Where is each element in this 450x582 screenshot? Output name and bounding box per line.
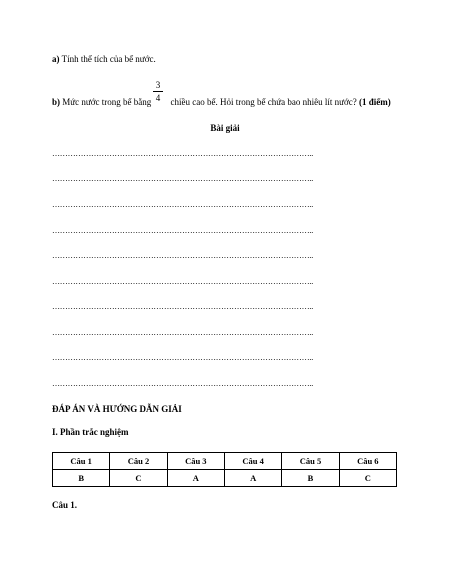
answer-table-header-cell: Câu 5 bbox=[282, 453, 339, 470]
question-b bbox=[52, 97, 391, 107]
answer-table-header-cell: Câu 4 bbox=[224, 453, 281, 470]
solution-title: Bài giải bbox=[210, 123, 240, 133]
answer-table-header-cell: Câu 6 bbox=[339, 453, 396, 470]
answer-table-header-cell: Câu 3 bbox=[167, 453, 224, 470]
dotted-line: ……………………………………………………………………………………….. bbox=[52, 379, 314, 388]
section-heading: I. Phần trắc nghiệm bbox=[52, 427, 129, 437]
answer-table-header-cell: Câu 2 bbox=[110, 453, 167, 470]
dotted-line: ……………………………………………………………………………………….. bbox=[52, 226, 314, 235]
dotted-line: ……………………………………………………………………………………….. bbox=[52, 277, 314, 286]
question-b-text-before: Mức nước trong bể bằng bbox=[60, 97, 152, 107]
answer-table-answer-cell: C bbox=[110, 470, 167, 487]
dotted-line: ……………………………………………………………………………………….. bbox=[52, 353, 314, 362]
dotted-line: ……………………………………………………………………………………….. bbox=[52, 302, 314, 311]
question1-heading: Câu 1. bbox=[52, 500, 78, 510]
question-a-text: Tính thể tích của bể nước. bbox=[59, 54, 156, 64]
answer-table-answer-cell: B bbox=[282, 470, 339, 487]
answer-table-answer-cell: B bbox=[53, 470, 110, 487]
answer-table-header-cell: Câu 1 bbox=[53, 453, 110, 470]
answer-heading: ĐÁP ÁN VÀ HƯỚNG DẪN GIẢI bbox=[52, 404, 182, 414]
fraction-denominator: 4 bbox=[155, 93, 161, 103]
answer-table bbox=[52, 452, 397, 487]
question-a bbox=[52, 54, 156, 64]
answer-table-answer-row bbox=[53, 470, 397, 487]
question-b-label: b) bbox=[52, 97, 61, 107]
fraction-bar bbox=[153, 91, 163, 92]
question-a-label: a) bbox=[52, 54, 60, 64]
answer-table-answer-cell: A bbox=[224, 470, 281, 487]
answer-table-answer-cell: C bbox=[339, 470, 396, 487]
dotted-line: ……………………………………………………………………………………….. bbox=[52, 328, 314, 337]
fraction-numerator: 3 bbox=[155, 80, 161, 90]
dotted-line: ……………………………………………………………………………………….. bbox=[52, 200, 314, 209]
answer-table-answer-cell: A bbox=[167, 470, 224, 487]
dotted-line: ……………………………………………………………………………………….. bbox=[52, 251, 314, 260]
answer-table-header-row bbox=[53, 453, 397, 470]
question-b-text-after: chiều cao bể. Hỏi trong bể chứa bao nhiêu lít nước? bbox=[168, 97, 357, 107]
dotted-line: ……………………………………………………………………………………….. bbox=[52, 174, 314, 183]
question-b-points: (1 điểm) bbox=[356, 97, 391, 107]
dotted-line: ……………………………………………………………………………………….. bbox=[52, 149, 314, 158]
